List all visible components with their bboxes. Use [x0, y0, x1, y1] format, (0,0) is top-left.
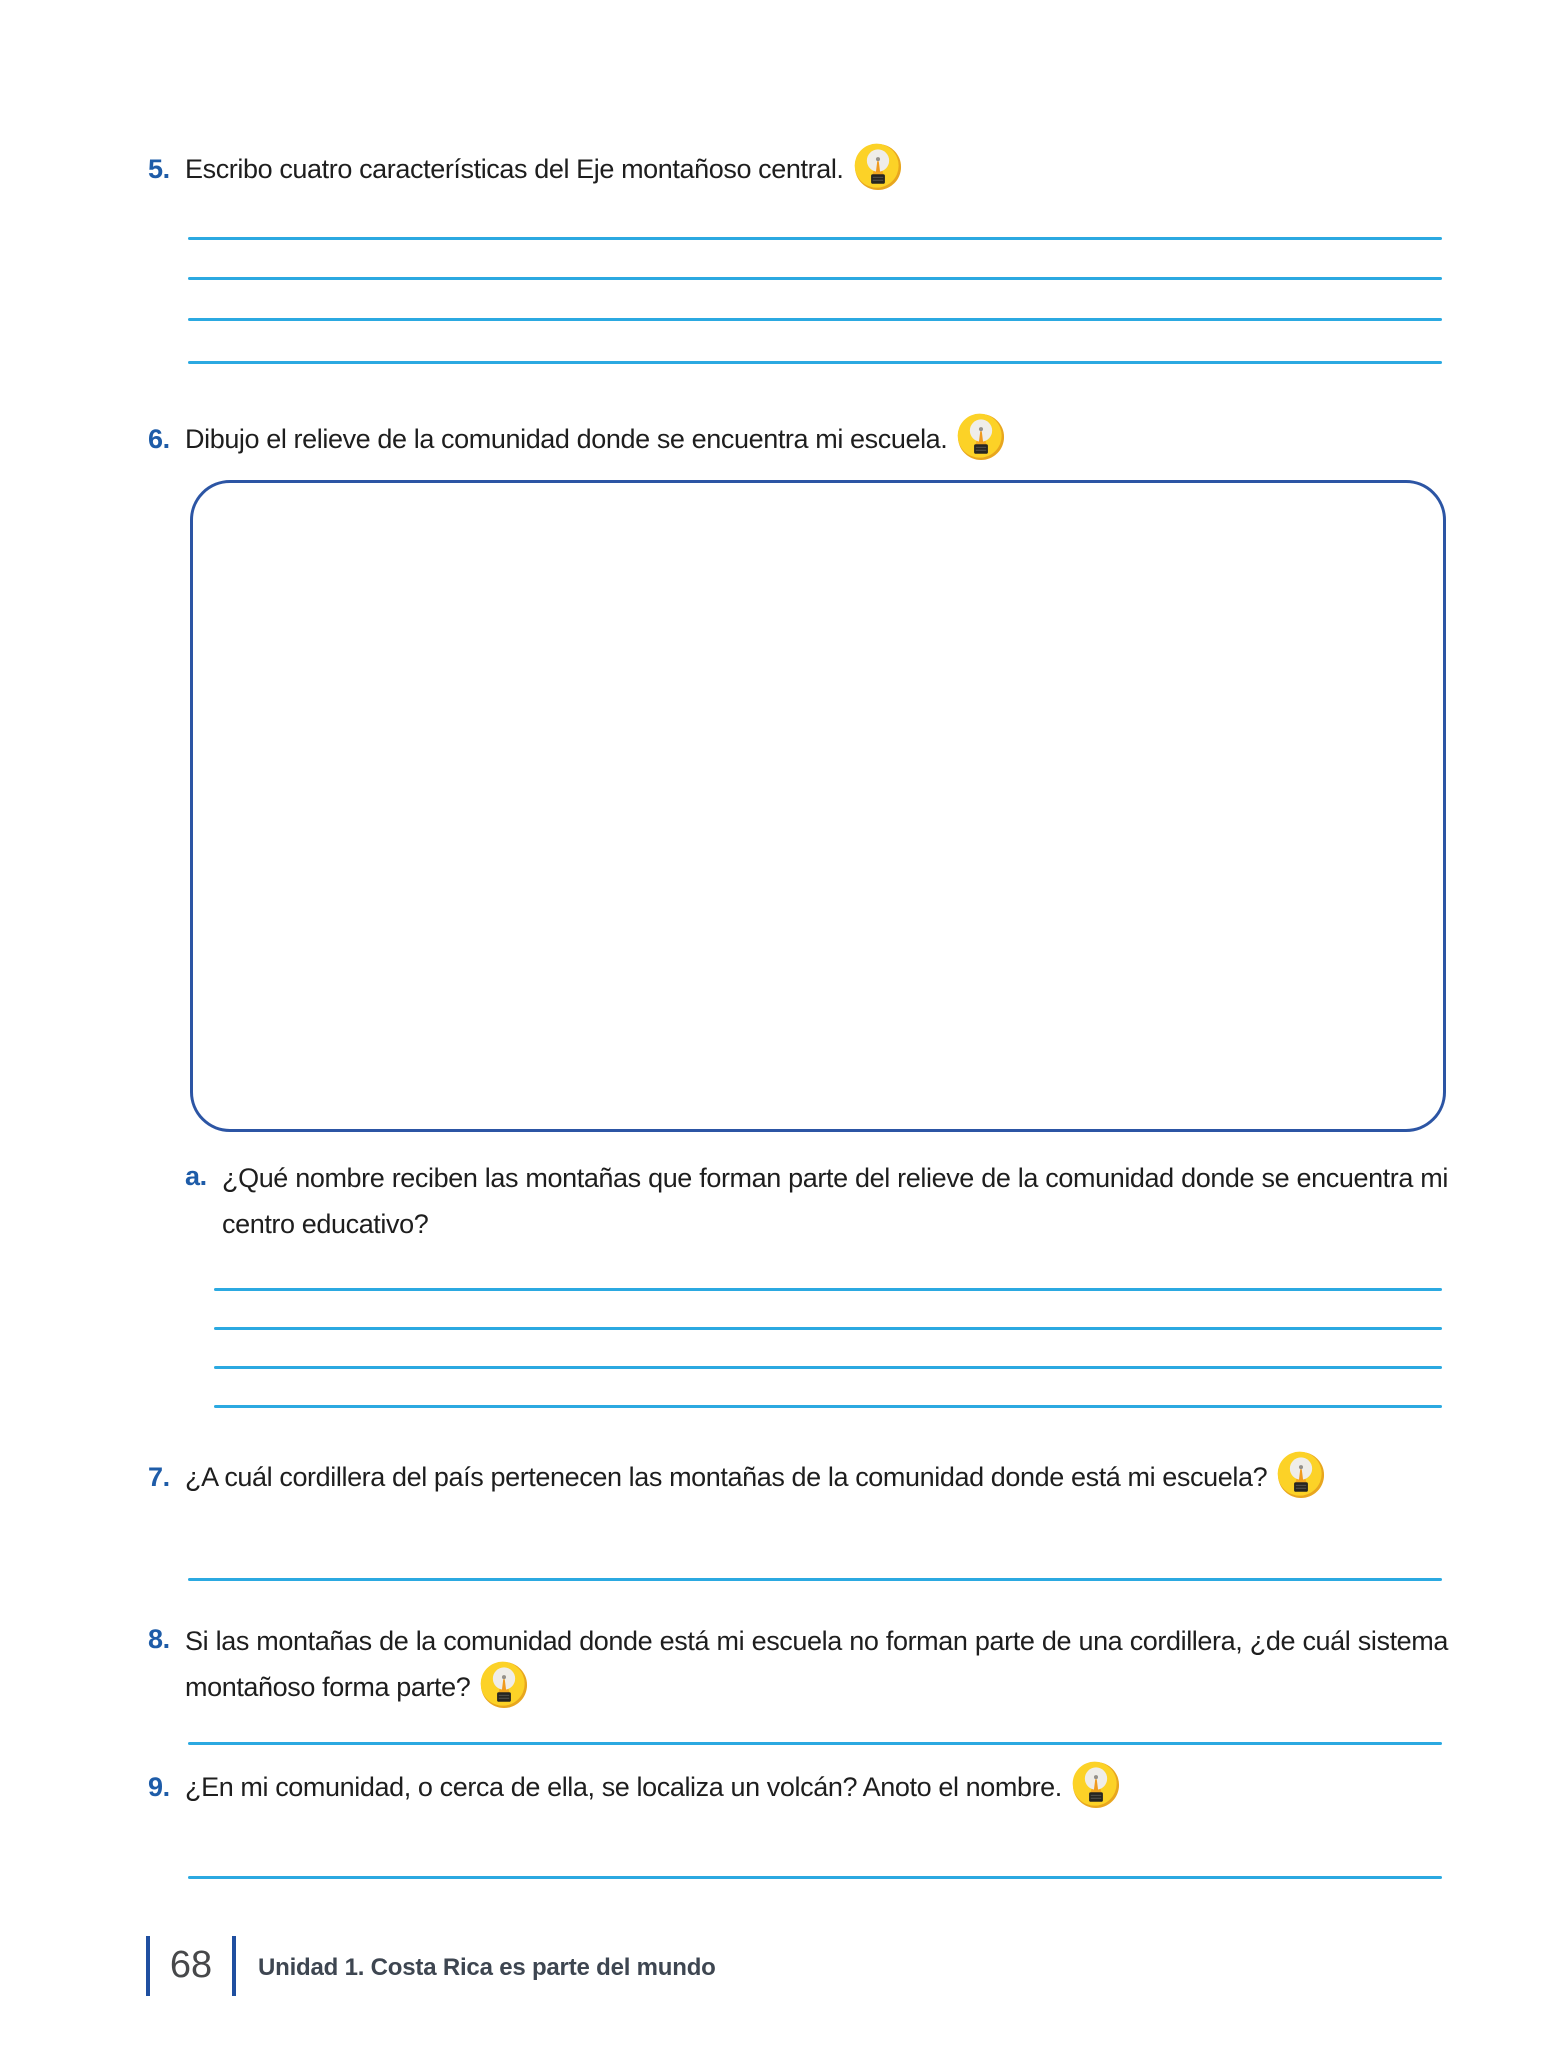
answer-line[interactable]	[188, 237, 1442, 240]
answer-line[interactable]	[188, 1578, 1442, 1581]
hint-lightbulb-icon	[957, 413, 1005, 461]
question-9	[148, 1766, 1478, 1809]
answer-line[interactable]	[214, 1327, 1442, 1330]
hint-lightbulb-icon	[1072, 1761, 1120, 1809]
question-7-text: ¿A cuál cordillera del país pertenecen las montañas de la comunidad donde está mi escuela?	[185, 1456, 1478, 1499]
answer-line[interactable]	[188, 1876, 1442, 1879]
drawing-area[interactable]	[190, 480, 1446, 1132]
answer-line[interactable]	[214, 1288, 1442, 1291]
question-6	[148, 418, 1448, 461]
question-5	[148, 148, 1448, 191]
question-6-number: 6.	[148, 424, 170, 454]
footer-divider	[232, 1936, 236, 1996]
question-8-text: Si las montañas de la comunidad donde está mi escuela no forman parte de una cordillera, ¿de cuál sistema montañoso forma parte?	[185, 1618, 1448, 1710]
question-5-number: 5.	[148, 154, 170, 184]
footer-unit-label: Unidad 1. Costa Rica es parte del mundo	[258, 1954, 716, 1981]
answer-line[interactable]	[188, 361, 1442, 364]
question-6a-number: a.	[185, 1161, 207, 1191]
answer-line[interactable]	[188, 1742, 1442, 1745]
question-8-number: 8.	[148, 1624, 170, 1654]
question-5-text: Escribo cuatro características del Eje montañoso central.	[185, 148, 1448, 191]
answer-line[interactable]	[188, 318, 1442, 321]
question-9-text: ¿En mi comunidad, o cerca de ella, se localiza un volcán? Anoto el nombre.	[185, 1766, 1478, 1809]
answer-line[interactable]	[214, 1366, 1442, 1369]
page-number: 68	[169, 1944, 213, 1986]
hint-lightbulb-icon	[854, 143, 902, 191]
answer-line[interactable]	[214, 1405, 1442, 1408]
answer-line[interactable]	[188, 277, 1442, 280]
hint-lightbulb-icon	[1277, 1451, 1325, 1499]
question-6a	[185, 1155, 1448, 1247]
question-7-number: 7.	[148, 1462, 170, 1492]
question-9-number: 9.	[148, 1772, 170, 1802]
question-8	[148, 1618, 1448, 1710]
question-6-text: Dibujo el relieve de la comunidad donde se encuentra mi escuela.	[185, 418, 1448, 461]
question-6a-text: ¿Qué nombre reciben las montañas que forman parte del relieve de la comunidad donde se encuentra mi centro educativo?	[222, 1163, 1448, 1239]
hint-lightbulb-icon	[480, 1661, 528, 1709]
question-7	[148, 1456, 1478, 1499]
